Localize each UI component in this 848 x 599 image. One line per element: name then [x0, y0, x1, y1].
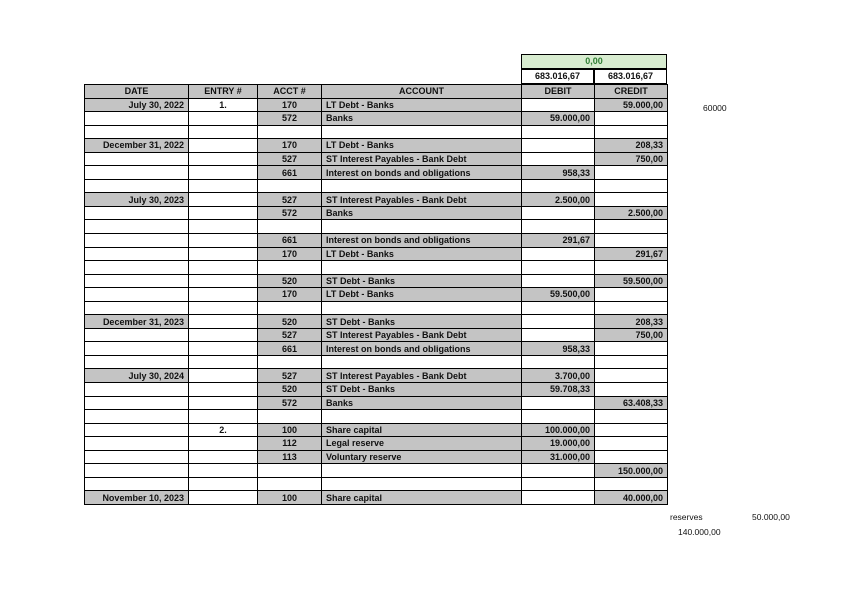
note-reserves-label[interactable]: reserves	[670, 512, 703, 522]
account-cell[interactable]: ST Interest Payables - Bank Debt	[322, 369, 522, 383]
entry-cell[interactable]: 1.	[189, 98, 258, 112]
date-cell[interactable]	[85, 450, 189, 464]
total-credit-cell[interactable]: 683.016,67	[594, 69, 667, 84]
entry-cell[interactable]	[189, 315, 258, 329]
date-cell[interactable]: July 30, 2024	[85, 369, 189, 383]
table-row	[85, 396, 668, 410]
note-reserves-value[interactable]: 50.000,00	[752, 512, 790, 522]
table-row	[85, 166, 668, 180]
credit-cell[interactable]	[595, 166, 668, 180]
acct-cell[interactable]: 527	[258, 152, 322, 166]
credit-cell[interactable]: 750,00	[595, 152, 668, 166]
table-row	[85, 437, 668, 451]
account-cell[interactable]	[322, 301, 522, 315]
acct-cell[interactable]	[258, 301, 322, 315]
table-row	[85, 464, 668, 478]
acct-cell[interactable]: 661	[258, 166, 322, 180]
entry-cell[interactable]	[189, 288, 258, 302]
journal-table	[84, 84, 668, 505]
entry-cell[interactable]	[189, 247, 258, 261]
balance-check-cell[interactable]: 0,00	[521, 54, 667, 69]
entry-cell[interactable]	[189, 491, 258, 505]
date-cell[interactable]	[85, 179, 189, 193]
account-cell[interactable]	[322, 261, 522, 275]
account-cell[interactable]	[322, 464, 522, 478]
debit-cell[interactable]	[522, 315, 595, 329]
entry-cell[interactable]	[189, 139, 258, 153]
acct-cell[interactable]: 661	[258, 234, 322, 248]
total-debit-cell[interactable]: 683.016,67	[521, 69, 594, 84]
entry-cell[interactable]	[189, 369, 258, 383]
entry-cell[interactable]	[189, 193, 258, 207]
account-cell[interactable]: Interest on bonds and obligations	[322, 234, 522, 248]
account-cell[interactable]: Voluntary reserve	[322, 450, 522, 464]
acct-cell[interactable]: 170	[258, 247, 322, 261]
entry-cell[interactable]	[189, 410, 258, 424]
debit-cell[interactable]	[522, 139, 595, 153]
account-cell[interactable]	[322, 477, 522, 491]
date-cell[interactable]	[85, 206, 189, 220]
credit-cell[interactable]: 291,67	[595, 247, 668, 261]
credit-cell[interactable]: 750,00	[595, 328, 668, 342]
acct-cell[interactable]	[258, 179, 322, 193]
acct-cell[interactable]: 527	[258, 193, 322, 207]
entry-cell[interactable]	[189, 261, 258, 275]
date-cell[interactable]	[85, 301, 189, 315]
acct-cell[interactable]: 572	[258, 206, 322, 220]
date-cell[interactable]	[85, 423, 189, 437]
debit-cell[interactable]	[522, 125, 595, 139]
debit-cell[interactable]	[522, 410, 595, 424]
credit-cell[interactable]: 59.500,00	[595, 274, 668, 288]
date-cell[interactable]	[85, 396, 189, 410]
entry-cell[interactable]	[189, 328, 258, 342]
table-row	[85, 274, 668, 288]
table-row	[85, 220, 668, 234]
table-row	[85, 410, 668, 424]
credit-cell[interactable]: 59.000,00	[595, 98, 668, 112]
credit-cell[interactable]	[595, 112, 668, 126]
date-cell[interactable]: November 10, 2023	[85, 491, 189, 505]
acct-cell[interactable]: 572	[258, 396, 322, 410]
entry-cell[interactable]	[189, 274, 258, 288]
credit-cell[interactable]	[595, 301, 668, 315]
table-row	[85, 125, 668, 139]
debit-cell[interactable]	[522, 491, 595, 505]
acct-cell[interactable]	[258, 477, 322, 491]
entry-column-header[interactable]: ENTRY #	[189, 85, 258, 99]
table-row	[85, 315, 668, 329]
date-cell[interactable]: December 31, 2023	[85, 315, 189, 329]
account-cell[interactable]: ST Debt - Banks	[322, 274, 522, 288]
credit-cell[interactable]	[595, 220, 668, 234]
table-row	[85, 383, 668, 397]
account-cell[interactable]: ST Debt - Banks	[322, 383, 522, 397]
credit-cell[interactable]	[595, 355, 668, 369]
date-cell[interactable]	[85, 410, 189, 424]
entry-cell[interactable]	[189, 450, 258, 464]
table-row	[85, 369, 668, 383]
account-cell[interactable]: ST Interest Payables - Bank Debt	[322, 193, 522, 207]
acct-cell[interactable]: 112	[258, 437, 322, 451]
account-cell[interactable]: Banks	[322, 206, 522, 220]
credit-cell[interactable]	[595, 383, 668, 397]
account-cell[interactable]: ST Interest Payables - Bank Debt	[322, 152, 522, 166]
acct-cell[interactable]: 100	[258, 491, 322, 505]
table-row	[85, 328, 668, 342]
debit-cell[interactable]: 59.708,33	[522, 383, 595, 397]
debit-cell[interactable]	[522, 98, 595, 112]
table-row	[85, 288, 668, 302]
debit-cell[interactable]: 291,67	[522, 234, 595, 248]
date-cell[interactable]	[85, 464, 189, 478]
entry-cell[interactable]	[189, 179, 258, 193]
note-60000[interactable]: 60000	[703, 103, 727, 113]
date-cell[interactable]	[85, 166, 189, 180]
date-cell[interactable]	[85, 125, 189, 139]
entry-cell[interactable]	[189, 464, 258, 478]
date-cell[interactable]: July 30, 2022	[85, 98, 189, 112]
credit-cell[interactable]	[595, 288, 668, 302]
table-row	[85, 193, 668, 207]
account-cell[interactable]: ST Debt - Banks	[322, 315, 522, 329]
table-row	[85, 98, 668, 112]
account-cell[interactable]: LT Debt - Banks	[322, 247, 522, 261]
credit-cell[interactable]	[595, 342, 668, 356]
entry-cell[interactable]	[189, 396, 258, 410]
debit-cell[interactable]	[522, 396, 595, 410]
debit-cell[interactable]	[522, 247, 595, 261]
credit-cell[interactable]	[595, 410, 668, 424]
debit-cell[interactable]: 100.000,00	[522, 423, 595, 437]
acct-cell[interactable]	[258, 125, 322, 139]
entry-cell[interactable]	[189, 166, 258, 180]
credit-cell[interactable]	[595, 179, 668, 193]
entry-cell[interactable]	[189, 342, 258, 356]
note-140000[interactable]: 140.000,00	[678, 527, 721, 537]
date-cell[interactable]	[85, 288, 189, 302]
entry-cell[interactable]	[189, 477, 258, 491]
debit-column-header[interactable]: DEBIT	[522, 85, 595, 99]
acct-cell[interactable]	[258, 355, 322, 369]
table-row	[85, 139, 668, 153]
account-column-header[interactable]: ACCOUNT	[322, 85, 522, 99]
debit-cell[interactable]	[522, 355, 595, 369]
credit-cell[interactable]	[595, 423, 668, 437]
acct-cell[interactable]: 527	[258, 369, 322, 383]
account-cell[interactable]: Legal reserve	[322, 437, 522, 451]
account-cell[interactable]: Banks	[322, 396, 522, 410]
credit-cell[interactable]	[595, 477, 668, 491]
account-cell[interactable]: Share capital	[322, 491, 522, 505]
date-column-header[interactable]: DATE	[85, 85, 189, 99]
acct-cell[interactable]: 520	[258, 274, 322, 288]
date-cell[interactable]	[85, 274, 189, 288]
table-row	[85, 342, 668, 356]
journal-header-row	[85, 85, 668, 99]
entry-cell[interactable]	[189, 152, 258, 166]
date-cell[interactable]: December 31, 2022	[85, 139, 189, 153]
date-cell[interactable]	[85, 383, 189, 397]
credit-cell[interactable]	[595, 369, 668, 383]
acct-cell[interactable]: 520	[258, 315, 322, 329]
table-row	[85, 179, 668, 193]
table-row	[85, 355, 668, 369]
date-cell[interactable]	[85, 477, 189, 491]
account-cell[interactable]	[322, 179, 522, 193]
entry-cell[interactable]	[189, 355, 258, 369]
account-cell[interactable]: Interest on bonds and obligations	[322, 342, 522, 356]
debit-cell[interactable]	[522, 274, 595, 288]
account-cell[interactable]: Share capital	[322, 423, 522, 437]
debit-cell[interactable]	[522, 301, 595, 315]
account-cell[interactable]: Interest on bonds and obligations	[322, 166, 522, 180]
debit-cell[interactable]: 3.700,00	[522, 369, 595, 383]
acct-cell[interactable]: 113	[258, 450, 322, 464]
credit-cell[interactable]	[595, 450, 668, 464]
acct-cell[interactable]: 170	[258, 288, 322, 302]
date-cell[interactable]	[85, 112, 189, 126]
credit-cell[interactable]: 40.000,00	[595, 491, 668, 505]
table-row	[85, 491, 668, 505]
date-cell[interactable]	[85, 328, 189, 342]
credit-cell[interactable]	[595, 234, 668, 248]
date-cell[interactable]	[85, 220, 189, 234]
date-cell[interactable]	[85, 234, 189, 248]
acct-cell[interactable]: 520	[258, 383, 322, 397]
debit-cell[interactable]: 31.000,00	[522, 450, 595, 464]
entry-cell[interactable]: 2.	[189, 423, 258, 437]
credit-cell[interactable]: 2.500,00	[595, 206, 668, 220]
debit-cell[interactable]: 59.000,00	[522, 112, 595, 126]
credit-cell[interactable]: 150.000,00	[595, 464, 668, 478]
account-cell[interactable]	[322, 410, 522, 424]
table-row	[85, 261, 668, 275]
account-cell[interactable]	[322, 125, 522, 139]
date-cell[interactable]	[85, 355, 189, 369]
table-row	[85, 152, 668, 166]
table-row	[85, 423, 668, 437]
acct-cell[interactable]	[258, 464, 322, 478]
entry-cell[interactable]	[189, 125, 258, 139]
table-row	[85, 206, 668, 220]
debit-cell[interactable]	[522, 328, 595, 342]
account-cell[interactable]: LT Debt - Banks	[322, 98, 522, 112]
debit-cell[interactable]: 2.500,00	[522, 193, 595, 207]
date-cell[interactable]	[85, 261, 189, 275]
debit-cell[interactable]: 958,33	[522, 166, 595, 180]
debit-cell[interactable]: 19.000,00	[522, 437, 595, 451]
account-cell[interactable]: Banks	[322, 112, 522, 126]
credit-cell[interactable]: 63.408,33	[595, 396, 668, 410]
acct-cell[interactable]: 100	[258, 423, 322, 437]
credit-column-header[interactable]: CREDIT	[595, 85, 668, 99]
acct-cell[interactable]	[258, 410, 322, 424]
credit-cell[interactable]	[595, 437, 668, 451]
acct-cell[interactable]	[258, 220, 322, 234]
entry-cell[interactable]	[189, 234, 258, 248]
account-cell[interactable]: LT Debt - Banks	[322, 288, 522, 302]
credit-cell[interactable]	[595, 193, 668, 207]
entry-cell[interactable]	[189, 383, 258, 397]
debit-cell[interactable]: 59.500,00	[522, 288, 595, 302]
date-cell[interactable]	[85, 152, 189, 166]
debit-cell[interactable]	[522, 261, 595, 275]
entry-cell[interactable]	[189, 301, 258, 315]
acct-cell[interactable]	[258, 261, 322, 275]
acct-cell[interactable]: 661	[258, 342, 322, 356]
debit-cell[interactable]: 958,33	[522, 342, 595, 356]
account-cell[interactable]: ST Interest Payables - Bank Debt	[322, 328, 522, 342]
credit-cell[interactable]	[595, 125, 668, 139]
table-row	[85, 247, 668, 261]
debit-cell[interactable]	[522, 206, 595, 220]
date-cell[interactable]: July 30, 2023	[85, 193, 189, 207]
acct-cell[interactable]: 527	[258, 328, 322, 342]
acct-cell[interactable]: 572	[258, 112, 322, 126]
table-row	[85, 234, 668, 248]
table-row	[85, 112, 668, 126]
entry-cell[interactable]	[189, 220, 258, 234]
date-cell[interactable]	[85, 247, 189, 261]
credit-cell[interactable]: 208,33	[595, 139, 668, 153]
debit-cell[interactable]	[522, 179, 595, 193]
debit-cell[interactable]	[522, 464, 595, 478]
account-cell[interactable]	[322, 355, 522, 369]
journal-body	[85, 98, 668, 504]
account-cell[interactable]: LT Debt - Banks	[322, 139, 522, 153]
table-row	[85, 450, 668, 464]
account-cell[interactable]	[322, 220, 522, 234]
debit-cell[interactable]	[522, 477, 595, 491]
entry-cell[interactable]	[189, 206, 258, 220]
date-cell[interactable]	[85, 437, 189, 451]
acct-cell[interactable]: 170	[258, 98, 322, 112]
entry-cell[interactable]	[189, 112, 258, 126]
debit-cell[interactable]	[522, 220, 595, 234]
acct-column-header[interactable]: ACCT #	[258, 85, 322, 99]
credit-cell[interactable]	[595, 261, 668, 275]
table-row	[85, 477, 668, 491]
credit-cell[interactable]: 208,33	[595, 315, 668, 329]
acct-cell[interactable]: 170	[258, 139, 322, 153]
debit-cell[interactable]	[522, 152, 595, 166]
date-cell[interactable]	[85, 342, 189, 356]
entry-cell[interactable]	[189, 437, 258, 451]
table-row	[85, 301, 668, 315]
